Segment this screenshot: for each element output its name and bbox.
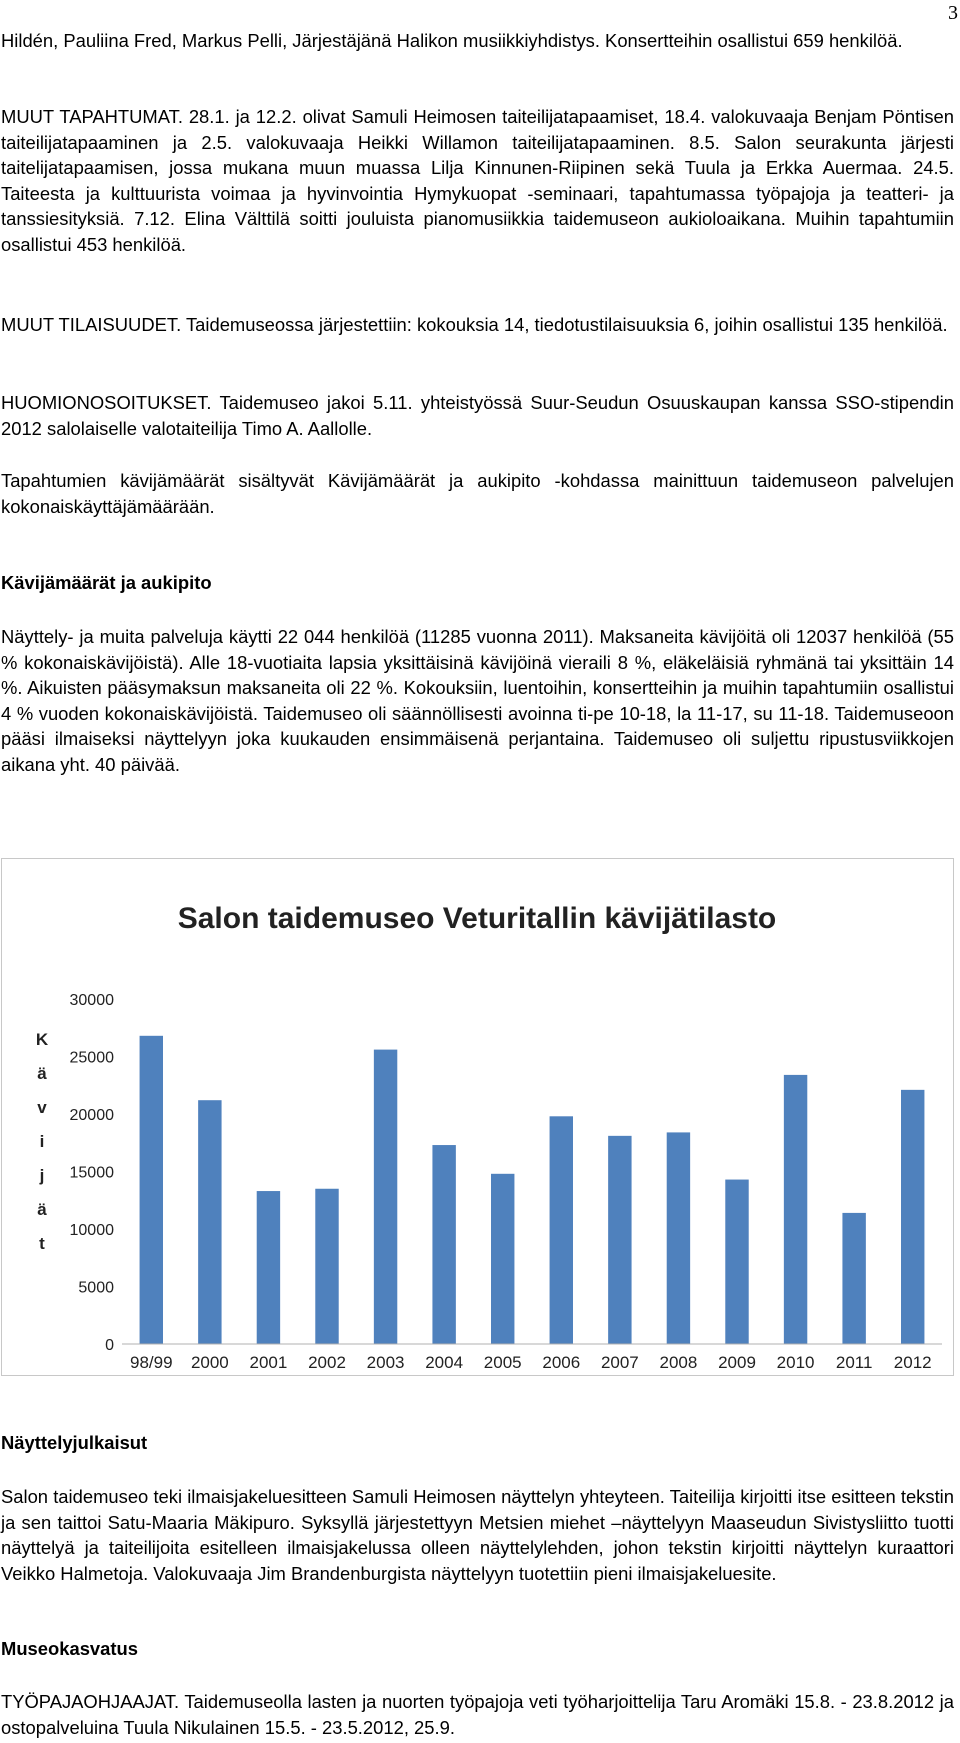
y-axis-label-letter: j <box>39 1166 45 1185</box>
paragraph-concerts: Hildén, Pauliina Fred, Markus Pelli, Järjestäjänä Halikon musiikkiyhdistys. Konsertteihin osallistui 659 henkilöä. <box>1 30 903 51</box>
y-tick-label: 30000 <box>69 992 114 1009</box>
y-tick-label: 15000 <box>69 1164 114 1182</box>
chart-title: Salon taidemuseo Veturitallin kävijätilasto <box>177 902 777 935</box>
bar-series <box>140 1036 925 1344</box>
x-tick-label: 2005 <box>483 1353 522 1372</box>
y-tick-label: 20000 <box>69 1107 114 1124</box>
x-tick-label: 2012 <box>893 1353 932 1372</box>
y-axis-label-letter: K <box>35 1030 49 1049</box>
x-tick-label: 2009 <box>718 1353 756 1372</box>
x-tick-label: 2000 <box>190 1353 229 1372</box>
y-tick-label: 5000 <box>78 1279 114 1297</box>
chart-svg <box>2 859 953 1375</box>
x-tick-label: 2003 <box>366 1353 405 1372</box>
bar <box>315 1189 338 1344</box>
x-tick-label: 2010 <box>776 1353 815 1372</box>
bar <box>257 1191 280 1344</box>
page-number: 3 <box>948 2 958 24</box>
paragraph-workshop-instructors: TYÖPAJAOHJAAJAT. Taidemuseolla lasten ja nuorten työpajoja veti työharjoittelija Taru Aromäki 15.8. - 23.8.2012 ja ostopalveluina Tuula Nikulainen 15.5. - 23.5.2012, 25.9. <box>1 1691 954 1738</box>
bar <box>608 1136 631 1344</box>
bar <box>901 1090 924 1344</box>
heading-visitors-opening: Kävijämäärät ja aukipito <box>1 572 212 593</box>
bar <box>140 1036 163 1344</box>
bar <box>432 1145 455 1344</box>
y-axis-label-letter: t <box>39 1234 45 1253</box>
paragraph-visitor-stats: Näyttely- ja muita palveluja käytti 22 044 henkilöä (11285 vuonna 2011). Maksaneita kävijöitä oli 12037 henkilöä (55 % kokonaiskävijöistä). Alle 18-vuotiaita lapsia yksittäisinä kävijöinä vieraili 8 %, eläkeläisiä ryhmänä tai yksittäin 14 %. Aikuisten pääsymaksun maksaneita oli 22 %. Kokouksiin, luentoihin, konsertteihin ja muihin tapahtumiin osallistui 4 % vuoden kokonaiskävijöistä. Taidemuseo oli säännöllisesti avoinna ti-pe 10-18, la 11-17, su 11-18. Taidemuseoon pääsi ilmaiseksi näyttelyyn joka kuukauden ensimmäisenä perjantaina. Taidemuseo oli suljettu ripustusviikkojen aikana yht. 40 päivää. <box>1 626 954 775</box>
heading-museum-education: Museokasvatus <box>1 1638 138 1659</box>
x-tick-label: 2011 <box>835 1353 873 1372</box>
paragraph-other-events: MUUT TAPAHTUMAT. 28.1. ja 12.2. olivat Samuli Heimosen taiteilijatapaamiset, 18.4. valokuvaaja Benjam Pöntisen taiteilijatapaaminen ja 2.5. valokuvaaja Heikki Willamon taiteilijatapaaminen. 8.5. Salon seurakunta järjesti taitelijatapaamisen, jossa mukana muun muassa Lilja Kinnunen-Riipinen sekä Tuula ja Erkka Auermaa. 24.5. Taiteesta ja kulttuurista voimaa ja hyvinvointia Hymykuopat -seminaari, tapahtumassa työpajoja ja teatteri- ja tanssiesityksiä. 7.12. Elina Välttilä soitti jouluista pianomusiikkia taidemuseon aukioloaikana. Muihin tapahtumiin osallistui 453 henkilöä. <box>1 106 954 255</box>
y-tick-label: 10000 <box>69 1222 114 1239</box>
x-tick-label: 2001 <box>249 1353 288 1372</box>
x-tick-label: 2002 <box>308 1353 346 1372</box>
visitor-chart <box>1 858 954 1376</box>
x-tick-label: 2004 <box>425 1353 464 1372</box>
y-axis-label-letter: ä <box>37 1064 47 1083</box>
x-tick-label: 2008 <box>659 1353 698 1372</box>
x-tick-label: 2007 <box>600 1353 639 1372</box>
bar <box>725 1180 748 1344</box>
bar <box>667 1132 690 1344</box>
heading-exhibition-publications: Näyttelyjulkaisut <box>1 1432 148 1453</box>
bar <box>491 1174 514 1344</box>
y-axis-label-letter: i <box>39 1132 45 1151</box>
paragraph-publications: Salon taidemuseo teki ilmaisjakeluesitteen Samuli Heimosen näyttelyn yhteyteen. Taiteilija kirjoitti itse esitteen tekstin ja sen taittoi Satu-Maaria Mäkipuro. Syksyllä järjestettyyn Metsien miehet –näyttelyyn Maaseudun Sivistysliitto tuotti näyttelyä ja taiteilijoita esitelleen ilmaisjakelussa olleen näyttelylehden, johon tekstin kirjoitti näyttelyn kuraattori Veikko Halmetoja. Valokuvaaja Jim Brandenburgista näyttelyyn tuotettiin pieni ilmaisjakeluesite. <box>1 1486 954 1584</box>
paragraph-other-occasions: MUUT TILAISUUDET. Taidemuseossa järjestettiin: kokouksia 14, tiedotustilaisuuksia 6, joihin osallistui 135 henkilöä. <box>1 314 948 335</box>
bar <box>842 1213 865 1344</box>
y-tick-label: 0 <box>105 1337 114 1354</box>
x-tick-label: 98/99 <box>130 1353 173 1372</box>
bar <box>374 1050 397 1344</box>
bar <box>784 1075 807 1344</box>
y-axis-label <box>36 1030 49 1253</box>
x-tick-label: 2006 <box>542 1353 581 1372</box>
y-tick-label: 25000 <box>69 1049 114 1067</box>
bar <box>550 1116 573 1344</box>
y-axis-label-letter: ä <box>37 1200 47 1219</box>
x-axis-ticks <box>130 1353 932 1372</box>
bar <box>198 1100 221 1344</box>
paragraph-recognitions: HUOMIONOSOITUKSET. Taidemuseo jakoi 5.11. yhteistyössä Suur-Seudun Osuuskaupan kanssa SSO-stipendin 2012 salolaiselle valotaiteilija Timo A. Aallolle. <box>1 392 954 439</box>
paragraph-event-visitors: Tapahtumien kävijämäärät sisältyvät Kävijämäärät ja aukipito -kohdassa mainittuun taidemuseon palvelujen kokonaiskäyttäjämäärään. <box>1 470 954 517</box>
y-axis-label-letter: v <box>37 1098 47 1117</box>
y-axis-ticks <box>70 992 115 1354</box>
